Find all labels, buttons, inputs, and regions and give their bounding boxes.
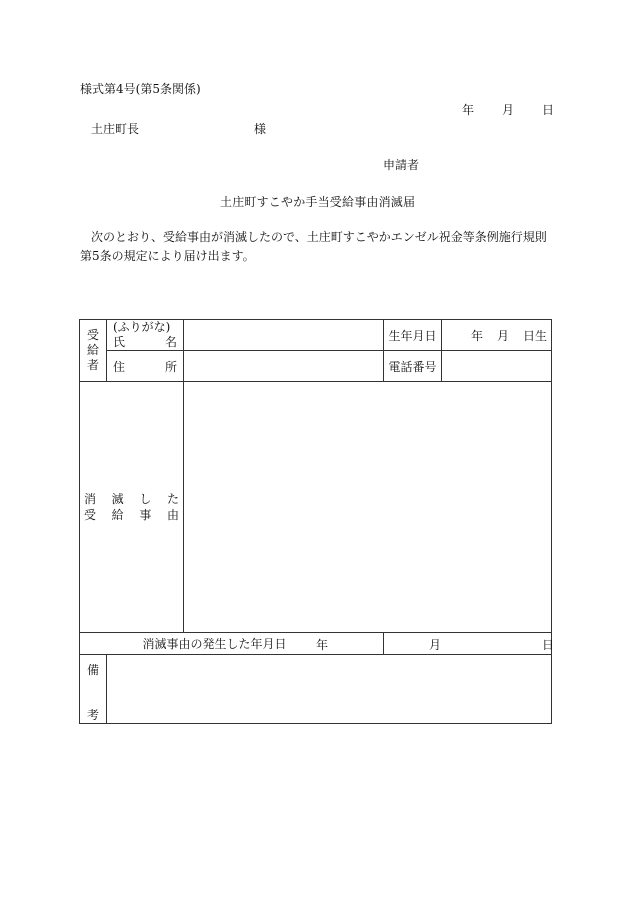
- reason-label: 消 滅 し た 受 給 事 由: [80, 382, 184, 633]
- application-form-table: [79, 319, 552, 724]
- phone-field[interactable]: [442, 351, 552, 382]
- date-year: 年: [462, 103, 475, 117]
- remarks-label: 備 考: [80, 655, 107, 724]
- date-day: 日: [542, 103, 555, 117]
- submission-date: [462, 101, 554, 118]
- occurrence-date-label: 消滅事由の発生した年月日: [80, 633, 384, 655]
- body-text: 次のとおり、受給事由が消滅したので、土庄町すこやかエンゼル祝金等条例施行規則第5条の規定により届け出ます。: [80, 230, 547, 263]
- remarks-field[interactable]: [107, 655, 552, 724]
- document-title: 土庄町すこやか手当受給事由消滅届: [220, 195, 416, 209]
- address-label: 住 所: [107, 351, 184, 382]
- honorific: 様: [254, 122, 267, 136]
- date-month: 月: [502, 103, 515, 117]
- recipient-label: 受 給 者: [80, 320, 107, 382]
- birthdate-field[interactable]: 年 月 日生: [442, 320, 552, 351]
- address-field[interactable]: [184, 351, 384, 382]
- name-label: (ふりがな) 氏 名: [107, 320, 184, 351]
- reason-field[interactable]: [184, 382, 552, 633]
- birthdate-label: 生年月日: [384, 320, 442, 351]
- phone-label: 電話番号: [384, 351, 442, 382]
- addressee: 土庄町長: [91, 122, 140, 136]
- occurrence-date-field[interactable]: 年 月 日: [384, 633, 552, 655]
- name-field[interactable]: [184, 320, 384, 351]
- furigana-label: (ふりがな): [113, 320, 171, 334]
- applicant-label: 申請者: [383, 158, 420, 172]
- form-number-label: 様式第4号(第5条関係): [80, 82, 201, 96]
